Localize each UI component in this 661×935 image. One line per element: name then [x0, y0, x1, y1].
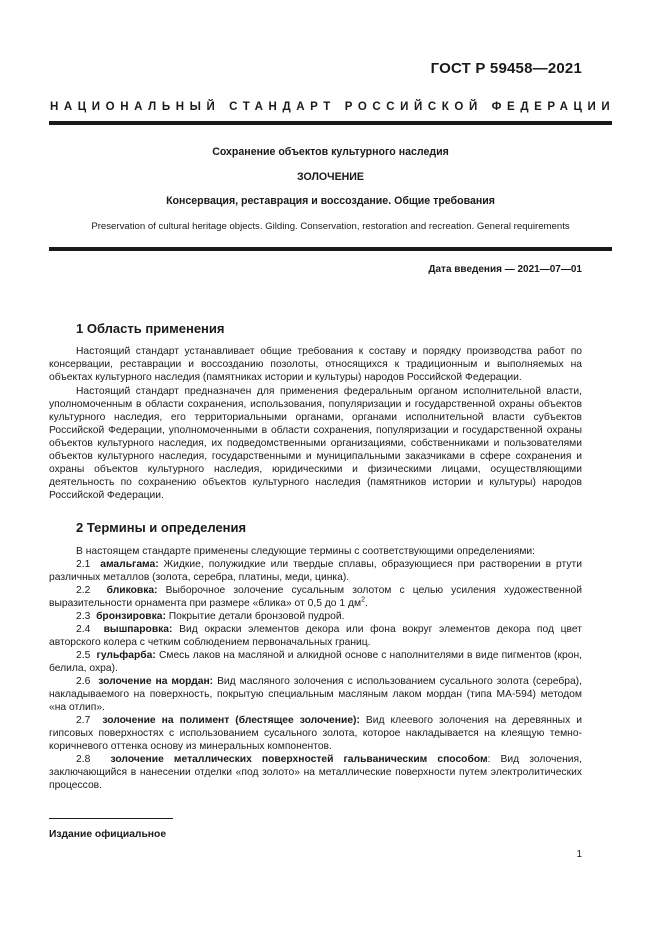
bottom-rule	[49, 247, 612, 251]
terms-intro: В настоящем стандарте применены следующие термины с соответствующими определениями:	[76, 546, 536, 557]
term-item: 2.7 золочение на полимент (блестящее золочение): Вид клеевого золочения на деревянных и гипсовых поверхностях с использованием сусального золота, которое накладывается на клеящую темно-коричневого оттенка основу из минеральных компонентов.	[49, 715, 582, 752]
term-item: 2.6 золочение на мордан: Вид масляного золочения с использованием сусального золота (серебра), накладываемого на поверхность, покрытую специальным масляным лаком мордан (типа МА-594) методом «на отлип».	[49, 676, 582, 713]
title-line-1: Сохранение объектов культурного наследия	[212, 146, 449, 158]
title-english: Preservation of cultural heritage objects. Gilding. Conservation, restoration and recreation. General requirements	[91, 221, 570, 232]
section-1-heading: 1 Область применения	[76, 321, 225, 336]
edition-label: Издание официальное	[49, 829, 167, 840]
term-item: 2.3 бронзировка: Покрытие детали бронзовой пудрой.	[76, 611, 345, 622]
term-name: бликовка:	[106, 585, 158, 596]
term-name: золочение на полимент (блестящее золочение):	[102, 715, 360, 726]
term-name: бронзировка:	[96, 611, 166, 622]
page-number: 1	[576, 849, 582, 860]
section-2-heading: 2 Термины и определения	[76, 520, 247, 535]
term-item: 2.5 гульфарба: Смесь лаков на масляной и алкидной основе с наполнителями в виде пигментов (крон, белила, охра).	[49, 650, 582, 674]
term-item: 2.2 бликовка: Выборочное золочение сусальным золотом с целью усиления художественной выразительности орнамента при размере «блика» от 0,5 до 1 $дм^2$.	[49, 585, 582, 609]
section-1-paragraph-2: Настоящий стандарт предназначен для применения федеральным органом исполнительной власти, уполномоченным в области сохранения, использования, популяризации и государственной охраны объектов культурного наследия, его территориальными органами, органами исполнительной власти субъектов Российской Федерации, уполномоченными в области сохранения, популяризации и государственной охраны объектов культурного наследия, их подведомственными организациями, собственниками и пользователями объектов культурного наследия, государственными и муниципальными заказчиками в сфере сохранения и охраны объектов культурного наследия, юридическими и физическими лицами, осуществляющими деятельность по сохранению объектов культурного наследия (памятников истории и культуры) народов Российской Федерации.	[49, 386, 582, 501]
terms-list	[49, 545, 582, 792]
introduction-date: Дата введения — 2021—07—01	[428, 264, 582, 275]
national-standard-banner: НАЦИОНАЛЬНЫЙ СТАНДАРТ РОССИЙСКОЙ ФЕДЕРАЦИИ	[50, 101, 616, 113]
term-name: золочение металлических поверхностей гальваническим способом	[110, 754, 488, 765]
term-item: 2.1 амальгама: Жидкие, полужидкие или твердые сплавы, образующиеся при растворении в ртути различных металлов (золота, серебра, платины, меди, цинка).	[49, 559, 582, 583]
term-name: вышпаровка:	[103, 624, 173, 635]
term-item: 2.4 вышпаровка: Вид окраски элементов декора или фона вокруг элементов декора под цвет авторского колера с четким соблюдением первоначальных границ.	[49, 624, 582, 648]
term-name: золочение на мордан:	[98, 676, 214, 687]
term-item: 2.8 золочение металлических поверхностей гальваническим способом: Вид золочения, заключающийся в нанесении отделки «под золото» на металлические поверхности путем электролитических процессов.	[49, 754, 582, 791]
footer-rule	[49, 818, 173, 819]
title-line-2: ЗОЛОЧЕНИЕ	[297, 171, 364, 183]
top-rule	[49, 121, 612, 125]
term-name: гульфарба:	[96, 650, 156, 661]
section-1-paragraph-1: Настоящий стандарт устанавливает общие требования к составу и порядку производства работ по консервации, реставрации и воссозданию позолоты, относящихся к традиционным и выполняемых на объектах культурного наследия (памятниках истории и культуры) народов Российской Федерации.	[49, 346, 582, 383]
gost-number: ГОСТ Р 59458—2021	[430, 60, 582, 77]
title-line-3: Консервация, реставрация и воссоздание. Общие требования	[166, 195, 495, 207]
term-name: амальгама:	[100, 559, 159, 570]
